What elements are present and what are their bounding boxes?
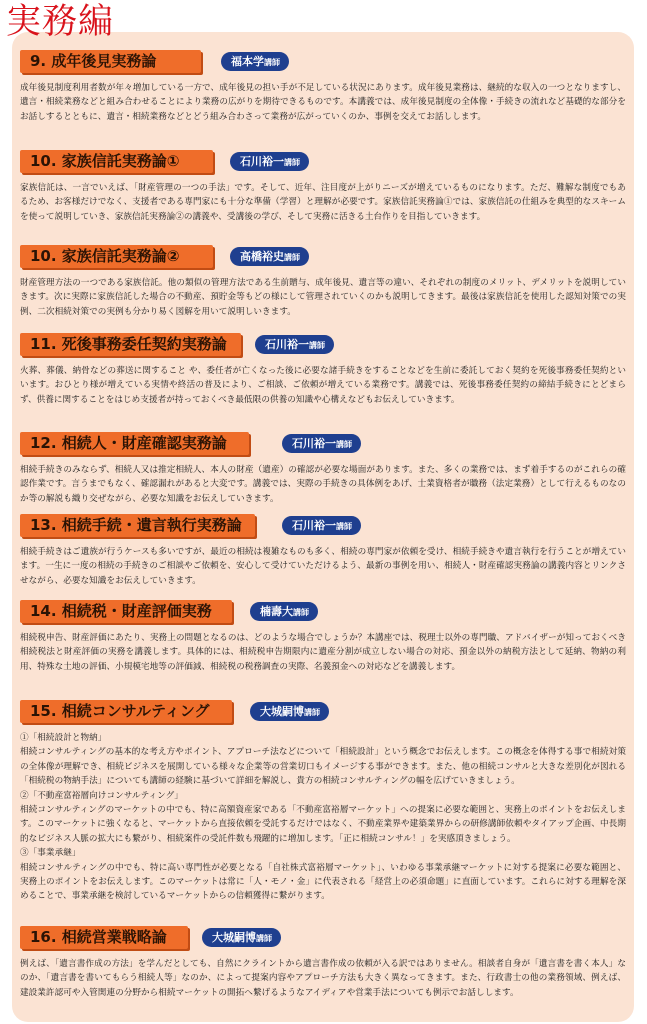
lecturer-suffix: 講師 [336, 440, 352, 449]
section-description [20, 631, 626, 674]
paragraph: 成年後見制度利用者数が年々増加している一方で、成年後見の担い手が不足している状況にあります。成年後見業務は、継続的な収入の一つとなりますし、遺言・相続業務などと組み合わせることにより業務の広がりを期待できるものです。本講義では、成年後見制度の全体像・手続きの流れなど基礎的な部分をお話しするとともに、遺言・相続業務などとどう組み合わさって業務が広がっていくのか、事例を交えてお話しします。 [20, 83, 626, 122]
paragraph: 相続手続きのみならず、相続人又は推定相続人、本人の財産（遺産）の確認が必要な場面があります。また、多くの業務では、まず着手するのがこれらの確認作業です。言うまでもなく、確認漏れがあると大変です。講義では、実際の手続きの具体例をあげ、士業資格者が職務（法定業務）として行えるものなのか等の解説も織り交ぜながら、必要な知識をお伝えしていきます。 [20, 465, 626, 504]
section-title-tab [20, 600, 232, 623]
paragraph: 家族信託は、一言でいえば、「財産管理の一つの手法」です。そして、近年、注目度が上がりニーズが増えているものになります。ただ、難解な制度でもあるため、お客様だけでなく、支援者である専門家にも十分な準備（学習）と理解が必要です。家族信託実務論①では、家族信託の仕組みを典型的なスキームを使って説明していき、家族信託実務論②の講義や、受講後の学び、そして実務に活きる土台作りを目指していきます。 [20, 183, 626, 222]
section-title: 9. 成年後見実務論 [30, 52, 157, 70]
section-title-tab [20, 245, 213, 268]
lecturer-badge [282, 434, 361, 453]
subheading: ②「不動産富裕層向けコンサルティング」 [20, 790, 183, 801]
section-description [20, 81, 626, 124]
lecturer-suffix: 講師 [304, 708, 320, 717]
lecturer-name: 石川裕一 [265, 338, 309, 351]
section-title-tab [20, 514, 255, 537]
section-9 [20, 50, 626, 124]
lecturer-suffix: 講師 [256, 934, 272, 943]
lecturer-name: 福本学 [231, 55, 264, 68]
paragraph: 相続税申告、財産評価にあたり、実務上の問題となるのは、どのような場合でしょうか？本講座では、税理士以外の専門職、アドバイザーが知っておくべき相続税法と財産評価の実務を講義します。具体的には、相続税申告期限内に遺産分割が成立しない場合の対応、預金以外の納税方法として延納、物納の利用、特殊な土地の評価、小規模宅地等の評価減、相続税の税務調査の実際、名義預金への対応などを講義します。 [20, 633, 626, 672]
section-title: 11. 死後事務委任契約実務論 [30, 335, 227, 353]
section-13 [20, 514, 626, 588]
lecturer-name: 楠壽大 [260, 605, 293, 618]
section-description [20, 364, 626, 407]
lecturer-suffix: 講師 [309, 341, 325, 350]
section-description [20, 276, 626, 319]
lecturer-name: 大城嗣博 [260, 705, 304, 718]
paragraph: 財産管理方法の一つである家族信託。他の類似の管理方法である生前贈与、成年後見、遺言等の違い、それぞれの制度のメリット、デメリットを説明していきます。次に実際に家族信託した場合の不動産、預貯金等もどの様にして管理されていくのかも説明してきます。最後は家族信託を使用した認知対策での実例、二次相続対策での実例も分かり易く図解を用いて説明しいきます。 [20, 278, 626, 317]
section-title: 14. 相続税・財産評価実務 [30, 602, 212, 620]
section-15 [20, 700, 626, 904]
section-title: 10. 家族信託実務論① [30, 152, 180, 170]
section-10-1 [20, 150, 626, 224]
lecturer-suffix: 講師 [293, 608, 309, 617]
section-title-tab [20, 333, 241, 356]
page-title: 実務編 [6, 2, 115, 42]
lecturer-name: 石川裕一 [292, 437, 336, 450]
paragraph: 例えば、「遺言書作成の方法」を学んだとしても、自然にクライントから遺言書作成の依頼が入る訳ではありません。相談者自身が「遺言書を書く本人」なのか、「遺言書を書いてもらう相続人等」なのか、によって提案内容やアプローチ方法も大きく異なってきます。また、行政書士の他の業務領域、例えば、建設業許認可や入管関連の分野から相続マーケットの開拓へ繋げるようなアイディアや営業手法についても例示でお話しします。 [20, 959, 626, 998]
section-description [20, 957, 626, 1000]
section-title-tab [20, 926, 188, 949]
section-title: 10. 家族信託実務論② [30, 247, 180, 265]
lecturer-badge [250, 702, 329, 721]
lecturer-name: 高橋裕史 [240, 250, 284, 263]
lecturer-name: 石川裕一 [292, 519, 336, 532]
lecturer-badge [255, 335, 334, 354]
section-title: 15. 相続コンサルティング [30, 702, 210, 720]
lecturer-badge [282, 516, 361, 535]
section-title-tab [20, 150, 213, 173]
lecturer-badge [230, 152, 309, 171]
section-16 [20, 926, 626, 1000]
lecturer-name: 石川裕一 [240, 155, 284, 168]
section-12 [20, 432, 626, 506]
section-11 [20, 333, 626, 407]
lecturer-suffix: 講師 [284, 158, 300, 167]
section-description [20, 731, 626, 904]
section-description [20, 545, 626, 588]
section-title-tab [20, 432, 249, 455]
subheading: ①「相続設計と物納」 [20, 733, 107, 743]
section-title-tab [20, 50, 201, 73]
lecturer-badge [221, 52, 289, 71]
section-10-2 [20, 245, 626, 319]
paragraph: 相続手続きはご遺族が行うケースも多いですが、最近の相続は複雑なものも多く、相続の専門家が依頼を受け、相続手続きや遺言執行を行うことが増えています。一生に一度の相続の手続きのご相談やご依頼を、安心して受けていただけるよう、最新の事例を用い、相続人・財産確認実務論の講義内容とリンクさせながら、必要な知識をお伝えしていきます。 [20, 547, 626, 586]
section-title-tab [20, 700, 232, 723]
paragraph: 火葬、葬儀、納骨などの葬送に関すること や、委任者が亡くなった後に必要な諸手続きをすることなどを生前に委託しておく契約を死後事務委任契約といいます。おひとり様が増えている実情や終活の普及により、ご相談、ご依頼が増えている業務です。講義では、死後事務委任契約の締結手続きにとどまらず、供養に関することをはじめ支援者が持っておくべき最低限の供養の知識や心構えなどもお伝えしていきます。 [20, 366, 626, 405]
section-description [20, 181, 626, 224]
lecturer-suffix: 講師 [264, 58, 280, 67]
lecturer-name: 大城嗣博 [212, 931, 256, 944]
paragraph: 相続コンサルティングの中でも、特に高い専門性が必要となる「自社株式富裕層マーケット」、いわゆる事業承継マーケットに対する提案に必要な範囲と、実務上のポイントをお伝えします。このマーケットは常に「人・モノ・金」に代表される「経営上の必須命題」に直面しています。これらに対する理解を深めることで、事業承継を検討しているマーケットからの信頼獲得に繋がります。 [20, 862, 626, 902]
subheading: ③「事業承継」 [20, 848, 81, 859]
lecturer-badge [202, 928, 281, 947]
lecturer-suffix: 講師 [284, 253, 300, 262]
section-14 [20, 600, 626, 674]
section-title: 12. 相続人・財産確認実務論 [30, 434, 227, 452]
paragraph: 相続コンサルティングの基本的な考え方やポイント、アプローチ法などについて「相続設計」という概念でお伝えします。この概念を体得する事で相続対策の全体像が理解でき、相続ビジネスを展開している様々な企業等の営業切口もイメージする事ができます。また、他の相続コンサルと大きな差別化が図れる「相続税の物納手法」についても講師の経験に基づいて詳細を解説し、貴方の相続コンサルティングの幅を広げていきましょう。 [20, 747, 626, 787]
paragraph: 相続コンサルティングのマーケットの中でも、特に高額資産家である「不動産富裕層マーケット」への提案に必要な範囲と、実務上のポイントをお伝えします。このマーケットに強くなると、マーケットから直接依頼を受託するだけではなく、不動産業界や建築業界からの研修講師依頼やタイアップ企画、中長期的なビジネス人脈の拡大にも繋がり、相続案件の受託件数も飛躍的に増加します。「正に相続コンサル！」を実感頂きましょう。 [20, 805, 626, 844]
lecturer-badge [230, 247, 309, 266]
section-title: 13. 相続手続・遺言執行実務論 [30, 516, 242, 534]
section-title: 16. 相続営業戦略論 [30, 928, 167, 946]
lecturer-suffix: 講師 [336, 522, 352, 531]
lecturer-badge [250, 602, 318, 621]
section-description [20, 463, 626, 506]
